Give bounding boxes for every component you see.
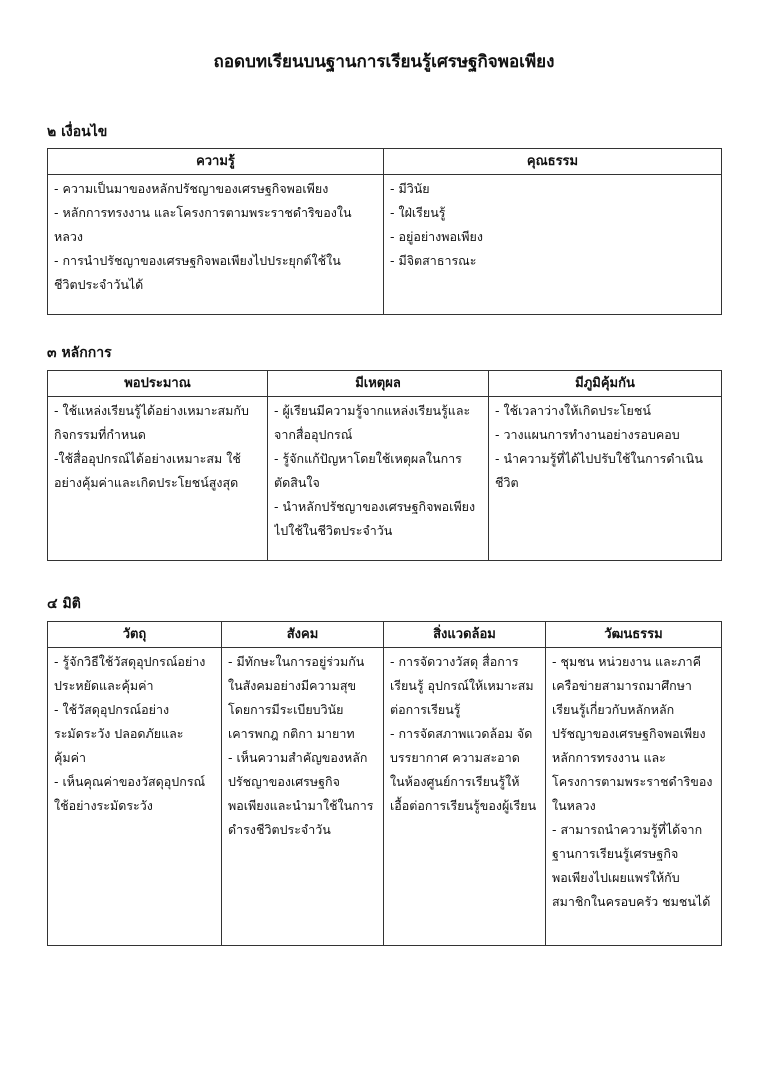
cell-line: ในหลวง (552, 798, 596, 813)
cell-line: ในห้องศูนย์การเรียนรู้ให้ (390, 774, 520, 789)
cell-line: ระมัดระวัง ปลอดภัยและ (54, 726, 184, 741)
cell-immunity (489, 397, 722, 561)
cell-line: หลักการทรงงาน และ (552, 750, 666, 765)
cell-line: - การนำปรัชญาของเศรษฐกิจพอเพียงไปประยุกต์ใช้ใน (54, 253, 341, 268)
cell-line: จากสื่ออุปกรณ์ (274, 427, 353, 442)
header-knowledge: ความรู้ (48, 149, 384, 175)
cell-line: ปรัชญาของเศรษฐกิจพอเพียง (552, 726, 706, 741)
header-virtue: คุณธรรม (384, 149, 722, 175)
cell-line: ต่อการเรียนรู้ (390, 702, 461, 717)
cell-line: โครงการตามพระราชดำริของ (552, 774, 713, 789)
section-heading-principles: ๓ หลักการ (47, 345, 112, 361)
header-environment: สิ่งแวดล้อม (384, 622, 546, 648)
cell-line: เคารพกฎ กติกา มายาท (228, 726, 355, 741)
cell-moderation (48, 397, 268, 561)
cell-line: - อยู่อย่างพอเพียง (390, 229, 483, 244)
cell-line: - วางแผนการทำงานอย่างรอบคอบ (495, 427, 680, 442)
cell-line: เรียนรู้เกี่ยวกับหลักหลัก (552, 702, 675, 717)
cell-line: - เห็นความสำคัญของหลัก (228, 750, 368, 765)
cell-line: - ใฝ่เรียนรู้ (390, 205, 446, 220)
cell-line: ปรัชญาของเศรษฐกิจ (228, 774, 340, 789)
cell-line: - ความเป็นมาของหลักปรัชญาของเศรษฐกิจพอเพียง (54, 181, 329, 196)
header-moderation: พอประมาณ (48, 371, 268, 397)
cell-environment (384, 648, 546, 946)
cell-line: เรียนรู้ อุปกรณ์ให้เหมาะสม (390, 678, 534, 693)
cell-line: ฐานการเรียนรู้เศรษฐกิจ (552, 846, 679, 861)
page-title: ถอดบทเรียนบนฐานการเรียนรู้เศรษฐกิจพอเพียง (213, 52, 555, 72)
cell-line: - การจัดวางวัสดุ สื่อการ (390, 654, 519, 669)
header-immunity: มีภูมิคุ้มกัน (489, 371, 722, 397)
cell-line: - มีวินัย (390, 181, 430, 196)
cell-line: ชีวิต (495, 475, 519, 490)
cell-line: พอเพียงและนำมาใช้ในการ (228, 798, 374, 813)
cell-line: บรรยากาศ ความสะอาด (390, 750, 520, 765)
cell-material (48, 648, 222, 946)
cell-line: อย่างคุ้มค่าและเกิดประโยชน์สูงสุด (54, 475, 239, 490)
cell-society (222, 648, 384, 946)
table-header-row (48, 149, 722, 175)
cell-culture (546, 648, 722, 946)
cell-line: - ใช้เวลาว่างให้เกิดประโยชน์ (495, 403, 651, 418)
cell-line: หลวง (54, 229, 84, 244)
cell-line: ดำรงชีวิตประจำวัน (228, 822, 331, 837)
cell-line: - ผู้เรียนมีความรู้จากแหล่งเรียนรู้และ (274, 403, 471, 418)
cell-line: คุ้มค่า (54, 750, 86, 765)
header-reasonableness: มีเหตุผล (268, 371, 489, 397)
cell-line: - ใช้วัสดุอุปกรณ์อย่าง (54, 702, 170, 717)
cell-line: - นำความรู้ที่ได้ไปปรับใช้ในการดำเนิน (495, 451, 703, 466)
cell-line: - การจัดสภาพแวดล้อม จัด (390, 726, 533, 741)
cell-line: -ใช้สื่ออุปกรณ์ได้อย่างเหมาะสม ใช้ (54, 451, 241, 466)
conditions-table (47, 148, 722, 315)
cell-line: ใช้อย่างระมัดระวัง (54, 798, 153, 813)
cell-line: สมาชิกในครอบครัว ชมชนได้ (552, 894, 711, 909)
cell-virtue (384, 175, 722, 315)
cell-line: ไปใช้ในชีวิตประจำวัน (274, 523, 393, 538)
cell-line: ชีวิตประจำวันได้ (54, 277, 144, 292)
section-heading-conditions: ๒ เงื่อนไข (47, 124, 108, 140)
header-culture: วัฒนธรรม (546, 622, 722, 648)
cell-line: พอเพียงไปเผยแพร่ให้กับ (552, 870, 680, 885)
cell-line: เครือข่ายสามารถมาศึกษา (552, 678, 692, 693)
cell-line: ประหยัดและคุ้มค่า (54, 678, 154, 693)
table-header-row (48, 371, 722, 397)
table-row (48, 648, 722, 946)
cell-line: - ชุมชน หน่วยงาน และภาคี (552, 654, 702, 669)
cell-knowledge (48, 175, 384, 315)
section-heading-dimensions: ๔ มิติ (47, 596, 81, 612)
cell-line: - รู้จักแก้ปัญหาโดยใช้เหตุผลในการ (274, 451, 462, 466)
dimensions-table (47, 621, 722, 946)
cell-line: - สามารถนำความรู้ที่ได้จาก (552, 822, 703, 837)
cell-line: - มีจิตสาธารณะ (390, 253, 477, 268)
cell-line: ตัดสินใจ (274, 475, 320, 490)
table-row (48, 175, 722, 315)
header-material: วัตถุ (48, 622, 222, 648)
table-row (48, 397, 722, 561)
cell-line: กิจกรรมที่กำหนด (54, 427, 146, 442)
principles-table (47, 370, 722, 561)
cell-line: - หลักการทรงงาน และโครงการตามพระราชดำริของใน (54, 205, 352, 220)
header-society: สังคม (222, 622, 384, 648)
table-header-row (48, 622, 722, 648)
cell-line: - มีทักษะในการอยู่ร่วมกัน (228, 654, 365, 669)
cell-line: - นำหลักปรัชญาของเศรษฐกิจพอเพียง (274, 499, 476, 514)
cell-line: เอื้อต่อการเรียนรู้ของผู้เรียน (390, 798, 537, 813)
cell-line: โดยการมีระเบียบวินัย (228, 702, 344, 717)
cell-line: ในสังคมอย่างมีความสุข (228, 678, 356, 693)
cell-line: - รู้จักวิธีใช้วัสดุอุปกรณ์อย่าง (54, 654, 206, 669)
cell-line: - ใช้แหล่งเรียนรู้ได้อย่างเหมาะสมกับ (54, 403, 249, 418)
cell-reasonableness (268, 397, 489, 561)
cell-line: - เห็นคุณค่าของวัสดุอุปกรณ์ (54, 774, 206, 789)
